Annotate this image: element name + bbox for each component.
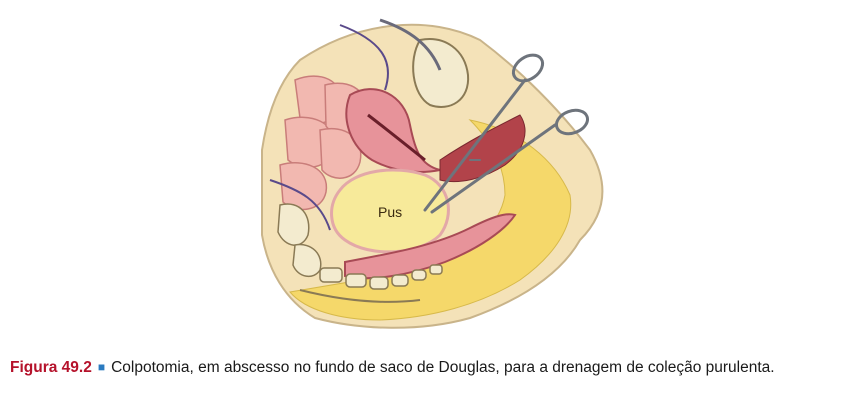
figure-number: Figura 49.2 bbox=[10, 359, 92, 376]
figure-caption bbox=[10, 357, 846, 378]
caption-separator-icon: ■ bbox=[97, 360, 106, 374]
pus-label: Pus bbox=[378, 204, 403, 220]
caption-text: Colpotomia, em abscesso no fundo de saco de Douglas, para a drenagem de coleção purulenta. bbox=[111, 359, 775, 376]
